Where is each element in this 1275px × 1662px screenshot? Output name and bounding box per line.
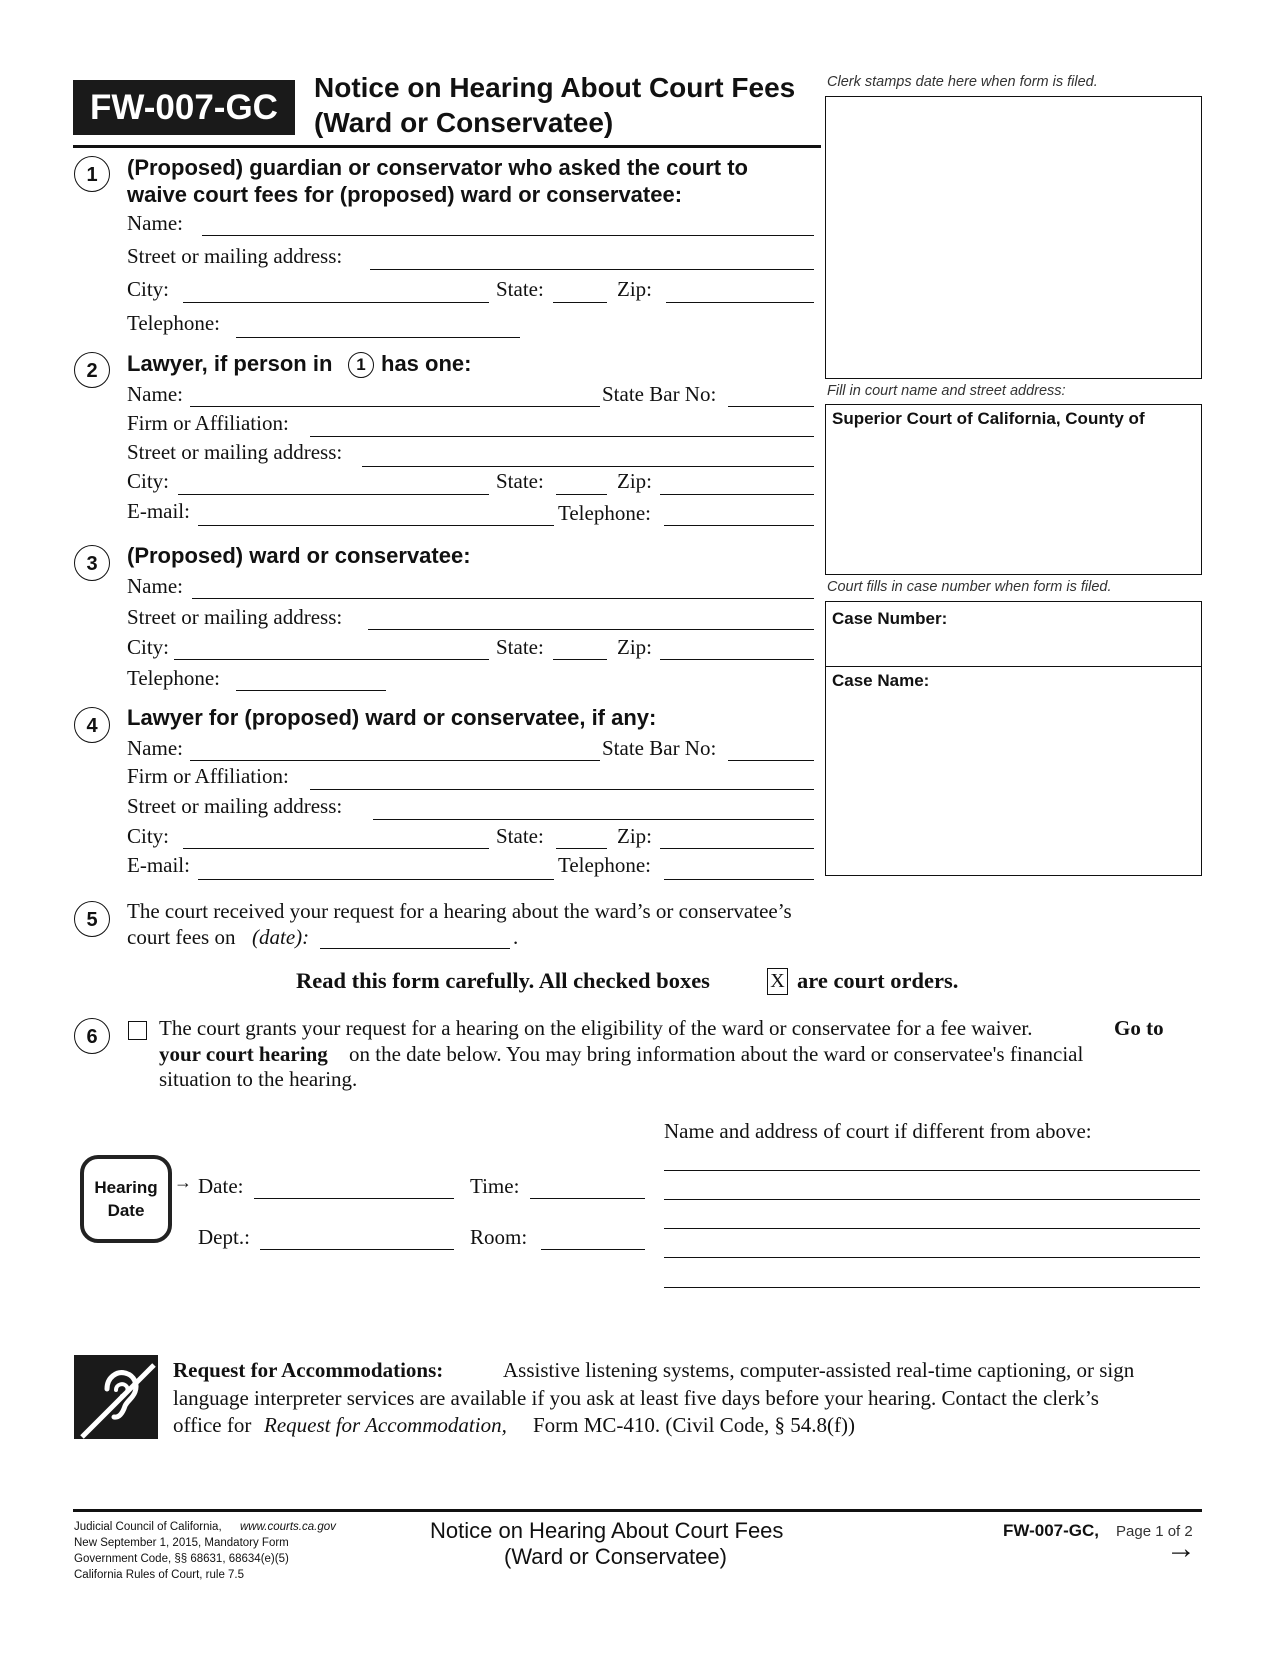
s1-state-field[interactable]	[553, 302, 607, 303]
court-address-line-4[interactable]	[664, 1257, 1200, 1258]
section-6-line1b: Go to	[1114, 1016, 1164, 1040]
hearing-room-field[interactable]	[541, 1249, 645, 1250]
footer-left-line1a: Judicial Council of California,	[74, 1521, 222, 1533]
s4-zip-label: Zip:	[617, 824, 652, 848]
s2-statebar-label: State Bar No:	[602, 382, 717, 406]
hearing-date-badge	[80, 1155, 172, 1243]
section-1-title-line1: (Proposed) guardian or conservator who asked the court to	[127, 155, 748, 180]
hearing-arrow-icon: →	[174, 1172, 192, 1192]
hearing-dept-field[interactable]	[260, 1249, 454, 1250]
notice-checked-box: X	[767, 968, 788, 995]
section-1-title-line2: waive court fees for (proposed) ward or conservatee:	[127, 182, 683, 207]
item-number-3: 3	[74, 545, 110, 581]
s2-email-label: E-mail:	[127, 499, 190, 523]
footer-center-line2: (Ward or Conservatee)	[504, 1544, 727, 1569]
s1-name-label: Name:	[127, 211, 183, 235]
s2-name-label: Name:	[127, 382, 183, 406]
s3-zip-label: Zip:	[617, 635, 652, 659]
s5-period: .	[513, 925, 519, 949]
s2-telephone-field[interactable]	[664, 525, 814, 526]
s6-checkbox[interactable]	[128, 1021, 147, 1040]
case-name-label: Case Name:	[832, 671, 930, 690]
s4-statebar-label: State Bar No:	[602, 736, 717, 760]
s4-name-label: Name:	[127, 736, 183, 760]
court-address-line-1[interactable]	[664, 1170, 1200, 1171]
header-rule	[73, 145, 821, 148]
s3-city-field[interactable]	[174, 659, 489, 660]
s3-telephone-field[interactable]	[236, 690, 386, 691]
court-address-line-2[interactable]	[664, 1199, 1200, 1200]
hearing-time-label: Time:	[470, 1174, 520, 1198]
s4-street-field[interactable]	[373, 819, 814, 820]
clerk-stamp-box	[825, 96, 1202, 379]
hearing-badge-line1: Hearing	[94, 1178, 158, 1197]
section-5-line2b: (date):	[252, 925, 310, 949]
s2-name-field[interactable]	[190, 406, 600, 407]
footer-center-line1: Notice on Hearing About Court Fees	[430, 1518, 784, 1543]
section-2-title-b: has one:	[381, 351, 472, 376]
s2-zip-field[interactable]	[660, 494, 814, 495]
section-5-line1: The court received your request for a hearing about the ward’s or conservatee’s	[127, 899, 792, 923]
s4-firm-label: Firm or Affiliation:	[127, 764, 289, 788]
notice-part1: Read this form carefully. All checked boxes	[296, 968, 710, 993]
s3-state-field[interactable]	[553, 659, 607, 660]
s4-city-label: City:	[127, 824, 170, 848]
case-number-label: Case Number:	[832, 609, 948, 628]
item-ref-1: 1	[348, 352, 374, 378]
accommodations-line3b: Request for Accommodation,	[264, 1413, 507, 1437]
accommodations-heading: Request for Accommodations:	[173, 1358, 444, 1382]
footer-left-line1b: www.courts.ca.gov	[240, 1521, 336, 1533]
s3-zip-field[interactable]	[660, 659, 814, 660]
s5-date-field[interactable]	[320, 948, 510, 949]
item-number-2: 2	[74, 352, 110, 388]
item-number-6: 6	[74, 1018, 110, 1054]
stamp-caption: Clerk stamps date here when form is filed.	[827, 74, 1098, 90]
s4-telephone-label: Telephone:	[558, 853, 651, 877]
section-2-title-a: Lawyer, if person in	[127, 351, 333, 376]
s2-street-field[interactable]	[362, 466, 814, 467]
s1-street-label: Street or mailing address:	[127, 244, 343, 268]
s4-statebar-field[interactable]	[728, 760, 814, 761]
s2-email-field[interactable]	[198, 525, 554, 526]
hearing-assistance-icon	[74, 1355, 158, 1439]
hearing-badge-line2: Date	[107, 1201, 145, 1220]
accommodations-line2: language interpreter services are available if you ask at least five days before your hearing. Contact the clerk’s	[173, 1386, 1099, 1410]
section-6-line1a: The court grants your request for a hearing on the eligibility of the ward or conservatee for a fee waiver.	[159, 1016, 1033, 1040]
section-4-title: Lawyer for (proposed) ward or conservatee, if any:	[127, 705, 657, 730]
s2-telephone-label: Telephone:	[558, 501, 651, 525]
section-6-line2b: on the date below. You may bring information about the ward or conservatee's financial	[349, 1042, 1084, 1066]
s3-name-label: Name:	[127, 574, 183, 598]
s4-zip-field[interactable]	[660, 848, 814, 849]
court-address-line-5[interactable]	[664, 1287, 1200, 1288]
s2-state-field[interactable]	[556, 494, 607, 495]
form-title-line1: Notice on Hearing About Court Fees	[314, 72, 796, 103]
footer-left-line4: California Rules of Court, rule 7.5	[74, 1569, 245, 1581]
s4-email-label: E-mail:	[127, 853, 190, 877]
case-caption: Court fills in case number when form is filed.	[827, 579, 1112, 595]
s2-statebar-field[interactable]	[728, 406, 814, 407]
s3-street-field[interactable]	[368, 629, 814, 630]
s4-city-field[interactable]	[183, 848, 489, 849]
s4-telephone-field[interactable]	[664, 879, 814, 880]
hearing-time-field[interactable]	[530, 1198, 645, 1199]
s1-zip-label: Zip:	[617, 277, 652, 301]
accommodations-line1: Assistive listening systems, computer-assisted real-time captioning, or sign	[503, 1358, 1135, 1382]
s1-name-field[interactable]	[202, 235, 814, 236]
court-name-box[interactable]	[825, 404, 1202, 575]
s1-state-label: State:	[496, 277, 544, 301]
court-name-text: Superior Court of California, County of	[832, 409, 1145, 428]
section-5-line2a: court fees on	[127, 925, 236, 949]
footer-form-id: FW-007-GC,	[1003, 1521, 1099, 1540]
court-caption: Fill in court name and street address:	[827, 383, 1066, 399]
accommodations-line3a: office for	[173, 1413, 252, 1437]
court-address-label: Name and address of court if different from above:	[664, 1119, 1092, 1143]
footer-left-line3: Government Code, §§ 68631, 68634(e)(5)	[74, 1553, 289, 1565]
s3-street-label: Street or mailing address:	[127, 605, 343, 629]
s2-firm-label: Firm or Affiliation:	[127, 411, 289, 435]
s2-zip-label: Zip:	[617, 469, 652, 493]
form-title-line2: (Ward or Conservatee)	[314, 107, 614, 138]
footer-page-number: Page 1 of 2	[1116, 1523, 1193, 1540]
section-6-line3: situation to the hearing.	[159, 1067, 358, 1091]
footer-left-line2: New September 1, 2015, Mandatory Form	[74, 1537, 289, 1549]
s4-state-field[interactable]	[556, 848, 607, 849]
s2-firm-field[interactable]	[310, 436, 814, 437]
hearing-dept-label: Dept.:	[198, 1225, 250, 1249]
form-id-badge: FW-007-GC	[73, 80, 295, 135]
footer-rule	[73, 1509, 1202, 1512]
notice-part2: are court orders.	[797, 968, 959, 993]
section-6-line2a: your court hearing	[159, 1042, 328, 1066]
s4-state-label: State:	[496, 824, 544, 848]
s1-city-label: City:	[127, 277, 170, 301]
s2-street-label: Street or mailing address:	[127, 440, 343, 464]
section-3-title: (Proposed) ward or conservatee:	[127, 543, 471, 568]
item-number-5: 5	[74, 901, 110, 937]
s2-city-label: City:	[127, 469, 170, 493]
s3-telephone-label: Telephone:	[127, 666, 220, 690]
s1-telephone-label: Telephone:	[127, 311, 220, 335]
s3-state-label: State:	[496, 635, 544, 659]
s4-firm-field[interactable]	[310, 789, 814, 790]
hearing-room-label: Room:	[470, 1225, 528, 1249]
s1-zip-field[interactable]	[666, 302, 814, 303]
court-address-line-3[interactable]	[664, 1228, 1200, 1229]
item-number-1: 1	[74, 156, 110, 192]
s4-email-field[interactable]	[198, 879, 554, 880]
s3-city-label: City:	[127, 635, 170, 659]
next-page-arrow-icon: →	[1166, 1532, 1196, 1565]
s1-telephone-field[interactable]	[236, 337, 520, 338]
hearing-date-label: Date:	[198, 1174, 244, 1198]
hearing-date-field[interactable]	[254, 1198, 454, 1199]
s2-city-field[interactable]	[178, 494, 489, 495]
accommodations-line3c: Form MC-410. (Civil Code, § 54.8(f))	[533, 1413, 855, 1437]
s2-state-label: State:	[496, 469, 544, 493]
s1-city-field[interactable]	[183, 302, 489, 303]
s1-street-field[interactable]	[370, 269, 814, 270]
s3-name-field[interactable]	[192, 598, 814, 599]
s4-street-label: Street or mailing address:	[127, 794, 343, 818]
case-name-box[interactable]	[825, 666, 1202, 876]
item-number-4: 4	[74, 707, 110, 743]
s4-name-field[interactable]	[190, 760, 600, 761]
